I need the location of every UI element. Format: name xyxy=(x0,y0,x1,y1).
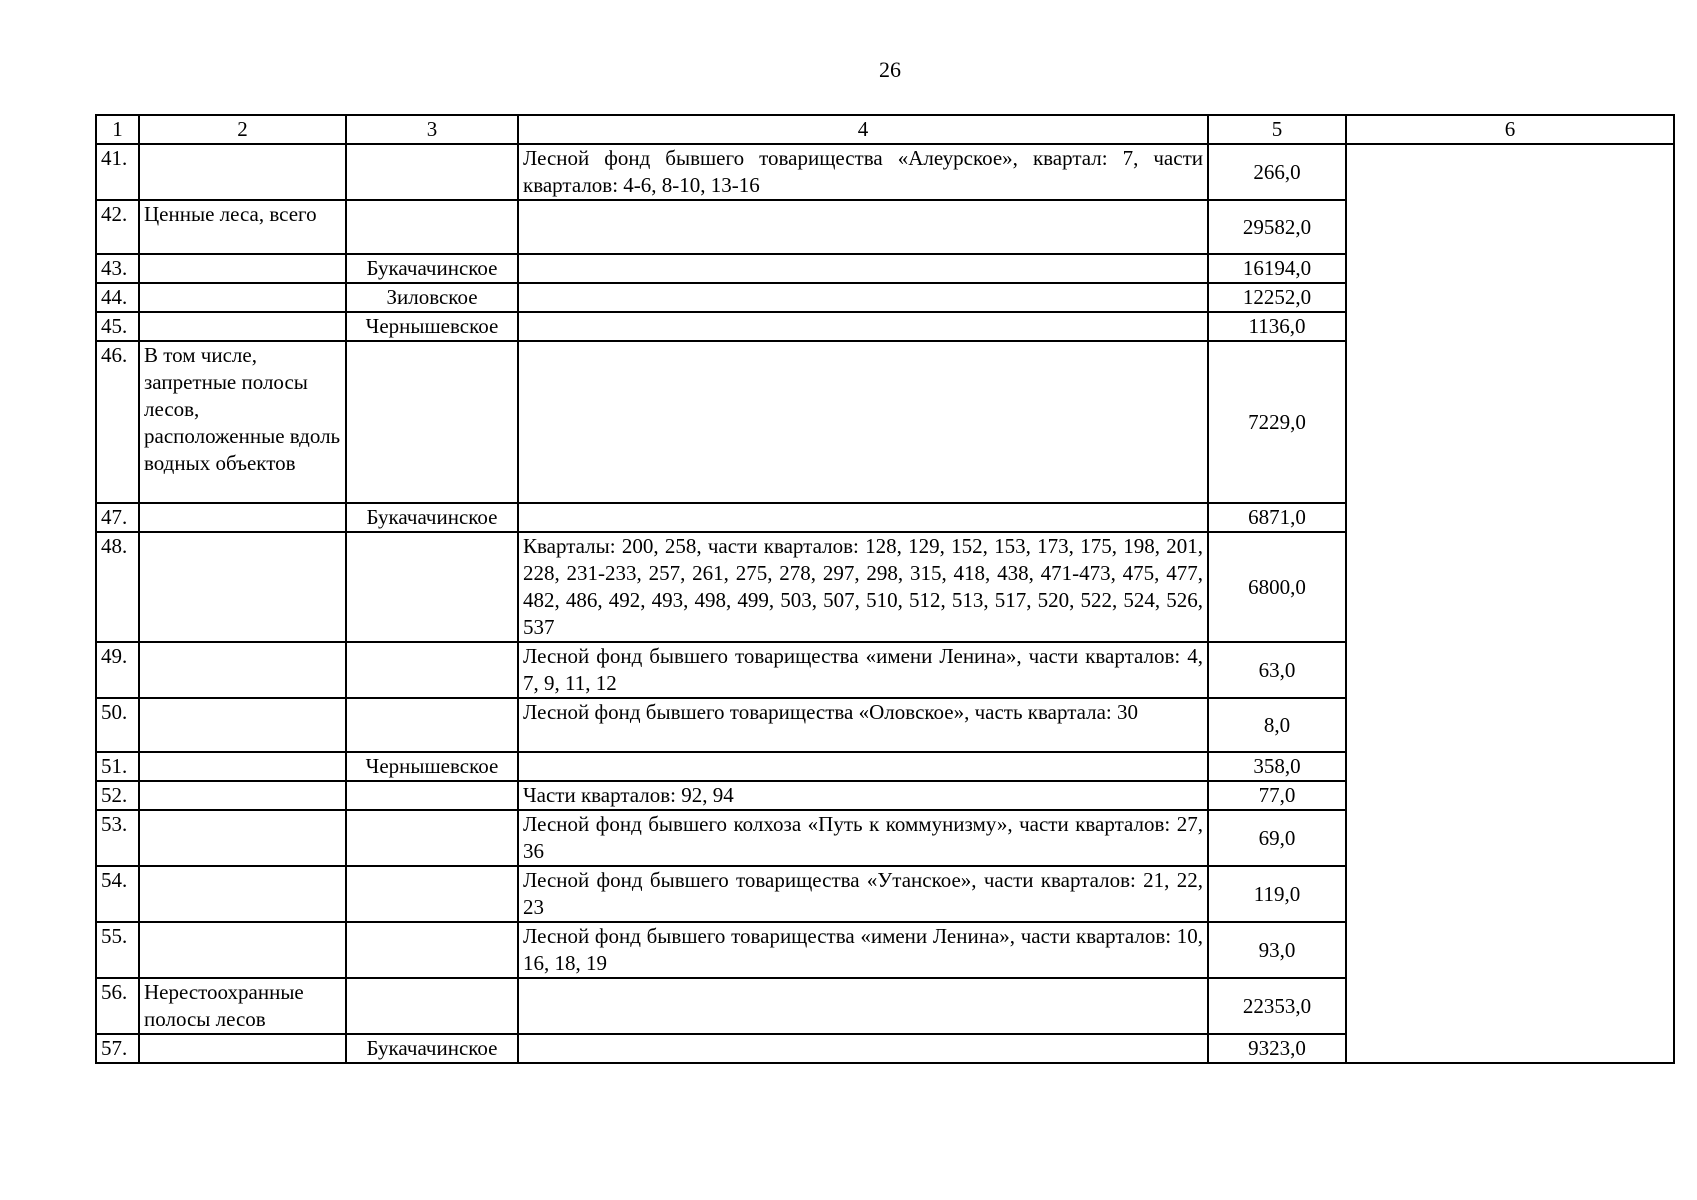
row-number: 48. xyxy=(96,532,139,642)
forestry-cell: Чернышевское xyxy=(346,312,518,341)
forestry-cell: Букачачинское xyxy=(346,254,518,283)
row-number: 43. xyxy=(96,254,139,283)
column-header: 3 xyxy=(346,115,518,144)
row-number: 50. xyxy=(96,698,139,752)
category-cell xyxy=(139,866,346,922)
category-cell xyxy=(139,1034,346,1063)
area-cell: 16194,0 xyxy=(1208,254,1346,283)
area-cell: 119,0 xyxy=(1208,866,1346,922)
area-cell: 22353,0 xyxy=(1208,978,1346,1034)
row-number: 57. xyxy=(96,1034,139,1063)
row-number: 55. xyxy=(96,922,139,978)
location-cell xyxy=(518,341,1208,503)
category-cell: Ценные леса, всего xyxy=(139,200,346,254)
location-cell: Лесной фонд бывшего колхоза «Путь к коммунизму», части кварталов: 27, 36 xyxy=(518,810,1208,866)
column-header: 2 xyxy=(139,115,346,144)
forestry-cell xyxy=(346,866,518,922)
forestry-cell: Букачачинское xyxy=(346,503,518,532)
location-cell xyxy=(518,752,1208,781)
table-header-row xyxy=(96,115,1674,144)
area-cell: 358,0 xyxy=(1208,752,1346,781)
area-cell: 69,0 xyxy=(1208,810,1346,866)
forestry-cell xyxy=(346,144,518,200)
location-cell xyxy=(518,254,1208,283)
column-header: 6 xyxy=(1346,115,1674,144)
column-header: 4 xyxy=(518,115,1208,144)
column-header: 5 xyxy=(1208,115,1346,144)
location-cell: Лесной фонд бывшего товарищества «Оловское», часть квартала: 30 xyxy=(518,698,1208,752)
area-cell: 7229,0 xyxy=(1208,341,1346,503)
area-cell: 8,0 xyxy=(1208,698,1346,752)
location-cell xyxy=(518,503,1208,532)
row-number: 46. xyxy=(96,341,139,503)
forestry-cell xyxy=(346,698,518,752)
location-cell xyxy=(518,312,1208,341)
location-cell: Части кварталов: 92, 94 xyxy=(518,781,1208,810)
category-cell xyxy=(139,781,346,810)
location-cell xyxy=(518,1034,1208,1063)
area-cell: 93,0 xyxy=(1208,922,1346,978)
row-number: 52. xyxy=(96,781,139,810)
forestry-cell xyxy=(346,200,518,254)
location-cell xyxy=(518,978,1208,1034)
row-number: 56. xyxy=(96,978,139,1034)
forestry-cell xyxy=(346,810,518,866)
category-cell xyxy=(139,503,346,532)
location-cell xyxy=(518,283,1208,312)
category-cell xyxy=(139,810,346,866)
row-number: 53. xyxy=(96,810,139,866)
area-cell: 12252,0 xyxy=(1208,283,1346,312)
forestry-cell xyxy=(346,341,518,503)
row-number: 42. xyxy=(96,200,139,254)
area-cell: 63,0 xyxy=(1208,642,1346,698)
column-header: 1 xyxy=(96,115,139,144)
area-cell: 1136,0 xyxy=(1208,312,1346,341)
category-cell xyxy=(139,144,346,200)
row-number: 49. xyxy=(96,642,139,698)
page-number: 26 xyxy=(879,57,901,82)
category-cell xyxy=(139,312,346,341)
category-cell xyxy=(139,283,346,312)
row-number: 47. xyxy=(96,503,139,532)
category-cell xyxy=(139,698,346,752)
row-number: 54. xyxy=(96,866,139,922)
row-number: 51. xyxy=(96,752,139,781)
category-cell: Нерестоохранные полосы лесов xyxy=(139,978,346,1034)
row-number: 44. xyxy=(96,283,139,312)
location-cell: Лесной фонд бывшего товарищества «имени Ленина», части кварталов: 10, 16, 18, 19 xyxy=(518,922,1208,978)
notes-column xyxy=(1346,144,1674,1063)
category-cell xyxy=(139,922,346,978)
category-cell xyxy=(139,532,346,642)
forestry-cell xyxy=(346,922,518,978)
forestry-cell xyxy=(346,978,518,1034)
area-cell: 6800,0 xyxy=(1208,532,1346,642)
forestry-cell: Зиловское xyxy=(346,283,518,312)
row-number: 41. xyxy=(96,144,139,200)
category-cell xyxy=(139,642,346,698)
area-cell: 266,0 xyxy=(1208,144,1346,200)
category-cell xyxy=(139,254,346,283)
area-cell: 6871,0 xyxy=(1208,503,1346,532)
area-cell: 77,0 xyxy=(1208,781,1346,810)
location-cell: Лесной фонд бывшего товарищества «имени Ленина», части кварталов: 4, 7, 9, 11, 12 xyxy=(518,642,1208,698)
forestry-cell xyxy=(346,532,518,642)
category-cell xyxy=(139,752,346,781)
location-cell: Лесной фонд бывшего товарищества «Утанское», части кварталов: 21, 22, 23 xyxy=(518,866,1208,922)
forest-table xyxy=(95,114,1675,1064)
category-cell: В том числе, запретные полосы лесов, расположенные вдоль водных объектов xyxy=(139,341,346,503)
forestry-cell: Букачачинское xyxy=(346,1034,518,1063)
forestry-cell xyxy=(346,642,518,698)
table-row xyxy=(96,144,1674,200)
location-cell: Кварталы: 200, 258, части кварталов: 128, 129, 152, 153, 173, 175, 198, 201, 228, 231-233, 257, 261, 275, 278, 297, 298, 315, 418, 438, 471-473, 475, 477, 482, 486, 492, 493, 498, 499, 503, 507, 510, 512, 513, 517, 520, 522, 524, 526, 537 xyxy=(518,532,1208,642)
area-cell: 9323,0 xyxy=(1208,1034,1346,1063)
area-cell: 29582,0 xyxy=(1208,200,1346,254)
forestry-cell xyxy=(346,781,518,810)
location-cell: Лесной фонд бывшего товарищества «Алеурское», квартал: 7, части кварталов: 4-6, 8-10, 13-16 xyxy=(518,144,1208,200)
forestry-cell: Чернышевское xyxy=(346,752,518,781)
row-number: 45. xyxy=(96,312,139,341)
location-cell xyxy=(518,200,1208,254)
